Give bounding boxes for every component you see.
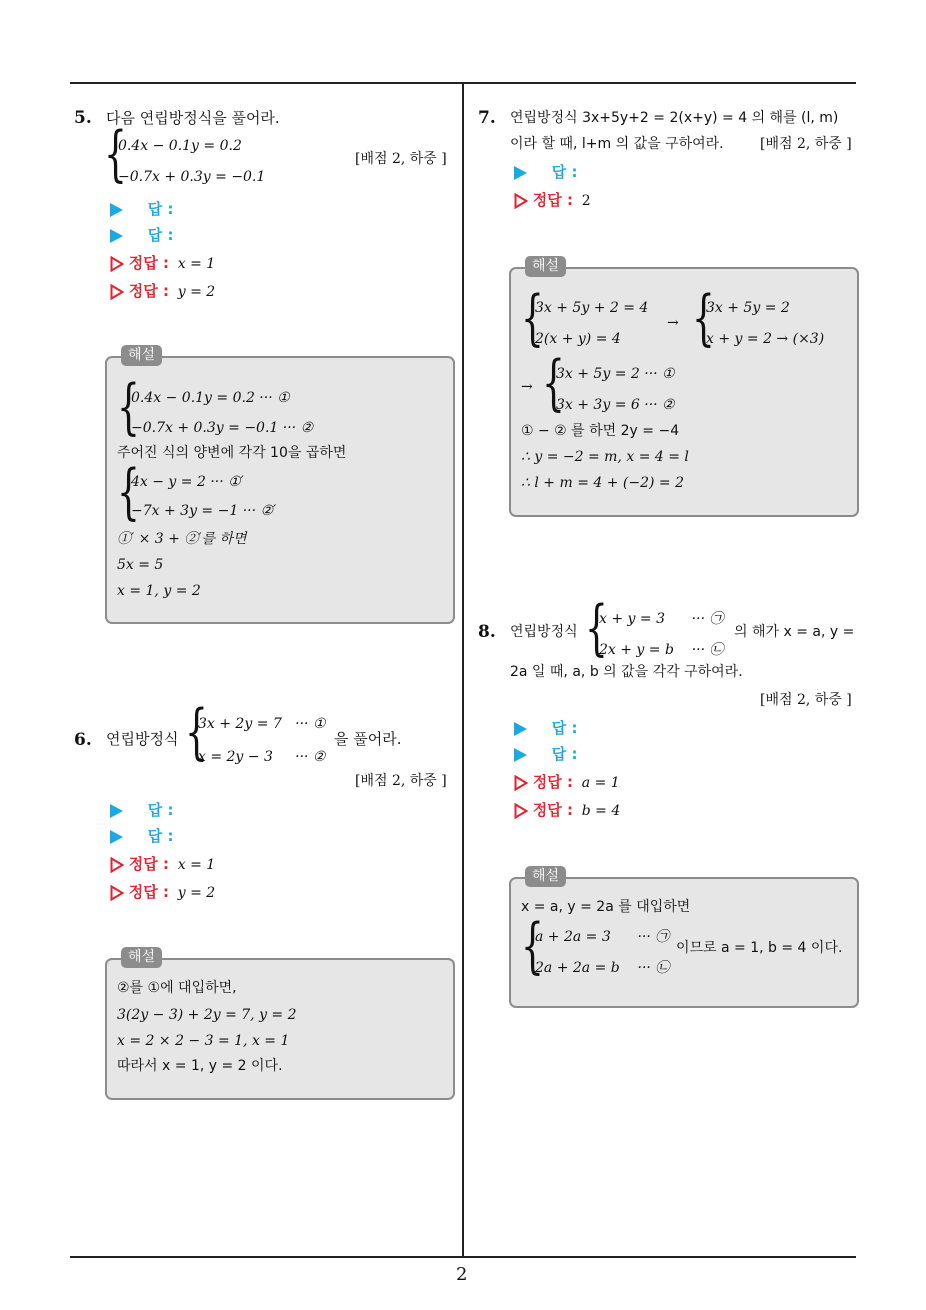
system-brace: { xyxy=(185,697,208,767)
answer-label: 답 : xyxy=(551,163,578,181)
solution-line: 3x + 5y = 2 xyxy=(706,300,790,316)
correct-answer-row xyxy=(514,803,620,819)
question-prompt: 이라 할 때, l+m 의 값을 구하여라. xyxy=(510,136,724,152)
solution-line: 5x = 5 xyxy=(117,557,164,573)
question-prompt: 연립방정식 xyxy=(106,730,179,748)
solution-tag: 해설 xyxy=(525,256,566,277)
correct-label: 정답 : xyxy=(128,254,169,272)
system-brace: { xyxy=(521,911,544,981)
equation: x = 2y − 3 ··· ② xyxy=(198,749,326,765)
triangle-outline-icon xyxy=(110,857,124,873)
answer-row xyxy=(110,829,174,844)
answer-row xyxy=(514,721,578,736)
question-prompt: 2a 일 때, a, b 의 값을 각각 구하여라. xyxy=(510,664,743,680)
solution-line: ∴ y = −2 = m, x = 4 = l xyxy=(521,449,689,465)
solution-line: −0.7x + 0.3y = −0.1 ··· ② xyxy=(131,420,314,436)
play-icon xyxy=(514,166,527,180)
answer-row xyxy=(110,228,174,243)
correct-answer-value: x = 1 xyxy=(177,857,216,873)
system-brace: { xyxy=(521,283,544,353)
system-brace: { xyxy=(117,372,140,442)
equation: x + y = 3 ··· ㉠ xyxy=(599,611,724,627)
solution-line: 3x + 5y = 2 ··· ① xyxy=(556,366,675,382)
correct-answer-row xyxy=(514,775,620,791)
grade-label: [배점 2, 하중 ] xyxy=(760,136,852,152)
system-brace: { xyxy=(104,119,127,189)
answer-label: 답 : xyxy=(551,719,578,737)
solution-line: 3x + 3y = 6 ··· ② xyxy=(556,397,675,413)
correct-label: 정답 : xyxy=(128,282,169,300)
solution-line: 주어진 식의 양변에 각각 10을 곱하면 xyxy=(117,445,347,461)
correct-answer-row xyxy=(110,885,215,901)
solution-line: −7x + 3y = −1 ··· ②′ xyxy=(131,503,277,519)
answer-row xyxy=(514,165,578,180)
play-icon xyxy=(110,804,123,818)
system-brace: { xyxy=(585,593,608,663)
question-number: 5. xyxy=(74,108,92,128)
solution-line: 3x + 5y + 2 = 4 xyxy=(535,300,649,316)
correct-answer-value: y = 2 xyxy=(177,885,216,901)
column-divider xyxy=(462,83,464,1257)
play-icon xyxy=(514,748,527,762)
solution-line: 2(x + y) = 4 xyxy=(535,331,621,347)
page-number: 2 xyxy=(456,1264,468,1285)
solution-tag: 해설 xyxy=(525,866,566,887)
correct-answer-value: 2 xyxy=(581,193,591,209)
solution-line: x = 2 × 2 − 3 = 1, x = 1 xyxy=(117,1033,290,1049)
correct-label: 정답 : xyxy=(532,773,573,791)
correct-answer-value: y = 2 xyxy=(177,284,216,300)
answer-label: 답 : xyxy=(551,745,578,763)
system-brace: { xyxy=(692,283,715,353)
correct-answer-value: a = 1 xyxy=(581,775,620,791)
equation: −0.7x + 0.3y = −0.1 xyxy=(118,169,266,185)
solution-line: a + 2a = 3 ··· ㉠ xyxy=(535,929,670,945)
solution-line: ∴ l + m = 4 + (−2) = 2 xyxy=(521,475,685,491)
answer-label: 답 : xyxy=(147,827,174,845)
solution-line: ①′ × 3 + ②′를 하면 xyxy=(117,531,247,547)
solution-line: 0.4x − 0.1y = 0.2 ··· ① xyxy=(131,390,290,406)
answer-row xyxy=(514,747,578,762)
question-prompt: 연립방정식 xyxy=(510,624,578,640)
correct-answer-row xyxy=(110,256,215,272)
equation: 2x + y = b ··· ㉡ xyxy=(599,642,724,658)
correct-label: 정답 : xyxy=(128,883,169,901)
solution-line: 2a + 2a = b ··· ㉡ xyxy=(535,960,670,976)
solution-line: 4x − y = 2 ··· ①′ xyxy=(131,474,244,490)
grade-label: [배점 2, 하중 ] xyxy=(355,773,447,789)
grade-label: [배점 2, 하중 ] xyxy=(355,151,447,167)
triangle-outline-icon xyxy=(110,284,124,300)
arrow: → xyxy=(521,379,533,395)
solution-line: ②를 ①에 대입하면, xyxy=(117,980,237,996)
correct-answer-value: x = 1 xyxy=(177,256,216,272)
solution-line: 따라서 x = 1, y = 2 이다. xyxy=(117,1058,283,1074)
question-prompt-suffix: 을 풀어라. xyxy=(334,730,402,748)
triangle-outline-icon xyxy=(514,775,528,791)
equation: 3x + 2y = 7 ··· ① xyxy=(198,716,326,732)
solution-tag: 해설 xyxy=(121,947,162,968)
solution-line: x = 1, y = 2 xyxy=(117,583,201,599)
arrow: → xyxy=(667,315,679,331)
system-brace: { xyxy=(117,457,140,527)
answer-row xyxy=(110,803,174,818)
solution-line: x + y = 2 → (×3) xyxy=(706,331,825,347)
play-icon xyxy=(514,722,527,736)
grade-label: [배점 2, 하중 ] xyxy=(760,692,852,708)
question-prompt: 다음 연립방정식을 풀어라. xyxy=(106,109,280,127)
correct-answer-row xyxy=(110,857,215,873)
correct-label: 정답 : xyxy=(532,191,573,209)
answer-label: 답 : xyxy=(147,226,174,244)
answer-row xyxy=(110,202,174,217)
correct-answer-value: b = 4 xyxy=(581,803,621,819)
question-prompt-suffix: 의 해가 x = a, y = xyxy=(734,624,855,640)
equation: 0.4x − 0.1y = 0.2 xyxy=(118,138,242,154)
correct-label: 정답 : xyxy=(532,801,573,819)
question-number: 8. xyxy=(478,622,496,642)
triangle-outline-icon xyxy=(110,885,124,901)
question-prompt: 연립방정식 3x+5y+2 = 2(x+y) = 4 의 해를 (l, m) xyxy=(510,110,839,126)
solution-line: x = a, y = 2a 를 대입하면 xyxy=(521,899,691,915)
play-icon xyxy=(110,203,123,217)
solution-line: ① − ② 를 하면 2y = −4 xyxy=(521,423,680,439)
answer-label: 답 : xyxy=(147,200,174,218)
triangle-outline-icon xyxy=(110,256,124,272)
play-icon xyxy=(110,830,123,844)
solution-tag: 해설 xyxy=(121,345,162,366)
question-number: 7. xyxy=(478,108,496,128)
correct-answer-row xyxy=(110,284,215,300)
play-icon xyxy=(110,229,123,243)
triangle-outline-icon xyxy=(514,803,528,819)
solution-conclusion: 이므로 a = 1, b = 4 이다. xyxy=(676,940,843,956)
question-number: 6. xyxy=(74,730,92,750)
system-brace: { xyxy=(542,348,565,418)
solution-line: 3(2y − 3) + 2y = 7, y = 2 xyxy=(117,1007,297,1023)
correct-answer-row xyxy=(514,193,591,209)
correct-label: 정답 : xyxy=(128,855,169,873)
triangle-outline-icon xyxy=(514,193,528,209)
answer-label: 답 : xyxy=(147,801,174,819)
bottom-rule xyxy=(70,1256,856,1258)
